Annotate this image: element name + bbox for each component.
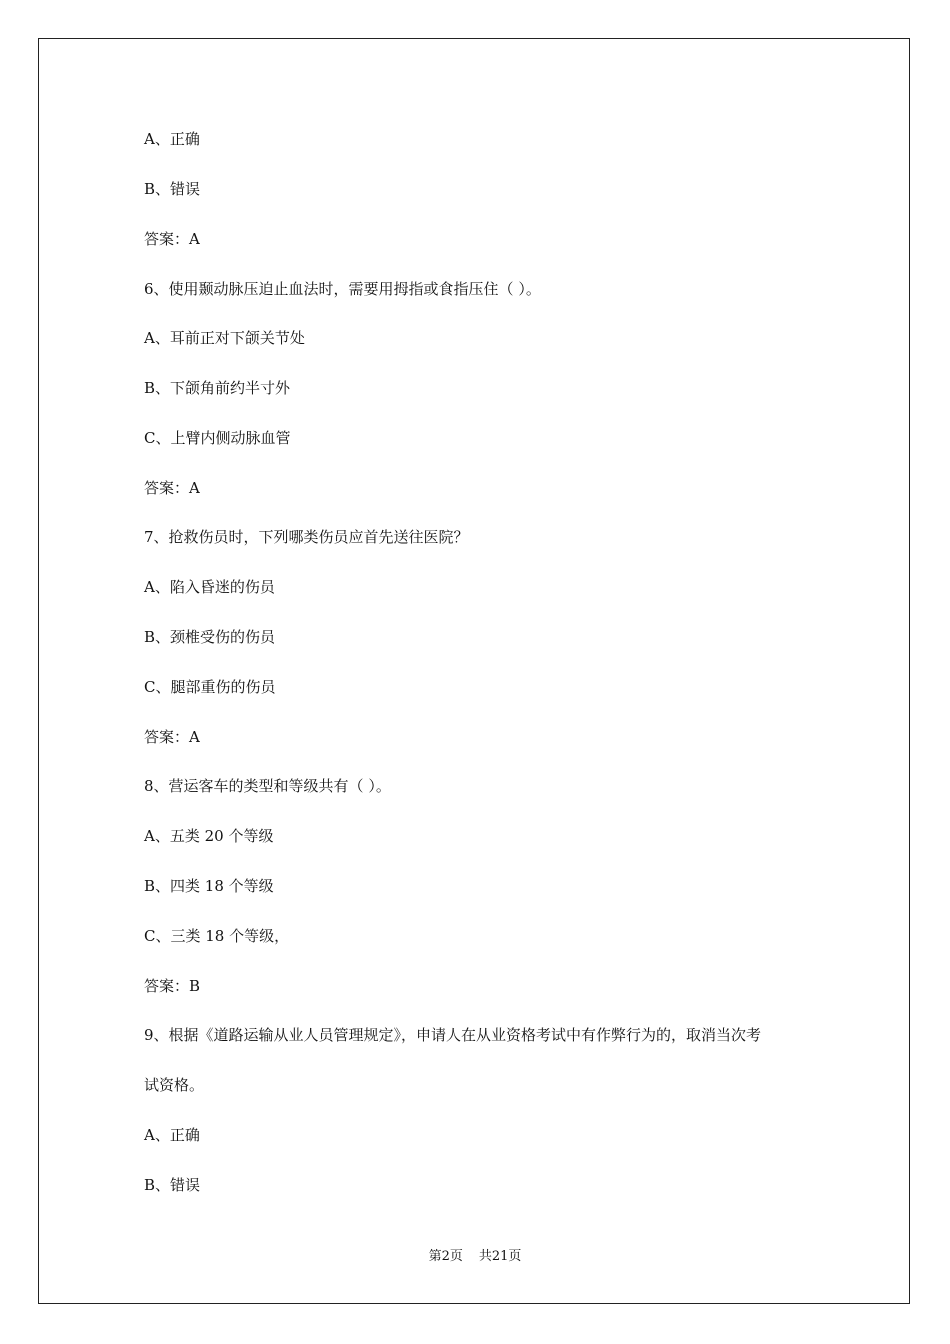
option-c: C、腿部重伤的伤员 bbox=[144, 678, 276, 696]
question-9-continued: 试资格。 bbox=[144, 1076, 205, 1094]
page-footer bbox=[0, 1248, 950, 1266]
option-a: A、陷入昏迷的伤员 bbox=[144, 578, 275, 596]
option-b: B、颈椎受伤的伤员 bbox=[144, 628, 276, 646]
answer: 答案：A bbox=[144, 728, 200, 746]
answer: 答案：A bbox=[144, 230, 200, 248]
option-b: B、错误 bbox=[144, 1176, 201, 1194]
option-b: B、下颌角前约半寸外 bbox=[144, 379, 291, 397]
page-number: 第2页 bbox=[428, 1249, 463, 1264]
option-c: C、上臂内侧动脉血管 bbox=[144, 429, 291, 447]
option-b: B、错误 bbox=[144, 180, 201, 198]
question-6: 6、使用颞动脉压迫止血法时，需要用拇指或食指压住（ ）。 bbox=[144, 280, 541, 298]
page-border bbox=[38, 38, 910, 1304]
question-9: 9、根据《道路运输从业人员管理规定》，申请人在从业资格考试中有作弊行为的，取消当次考 bbox=[144, 1026, 762, 1044]
answer: 答案：A bbox=[144, 479, 200, 497]
option-b: B、四类 18 个等级 bbox=[144, 877, 274, 895]
option-a: A、耳前正对下颌关节处 bbox=[144, 329, 305, 347]
page-total: 共21页 bbox=[478, 1249, 522, 1264]
answer: 答案：B bbox=[144, 977, 201, 995]
option-a: A、五类 20 个等级 bbox=[144, 827, 274, 845]
option-c: C、三类 18 个等级， bbox=[144, 927, 290, 945]
question-7: 7、抢救伤员时，下列哪类伤员应首先送往医院？ bbox=[144, 528, 469, 546]
option-a: A、正确 bbox=[144, 1126, 200, 1144]
question-8: 8、营运客车的类型和等级共有（ ）。 bbox=[144, 777, 391, 795]
option-a: A、正确 bbox=[144, 130, 200, 148]
